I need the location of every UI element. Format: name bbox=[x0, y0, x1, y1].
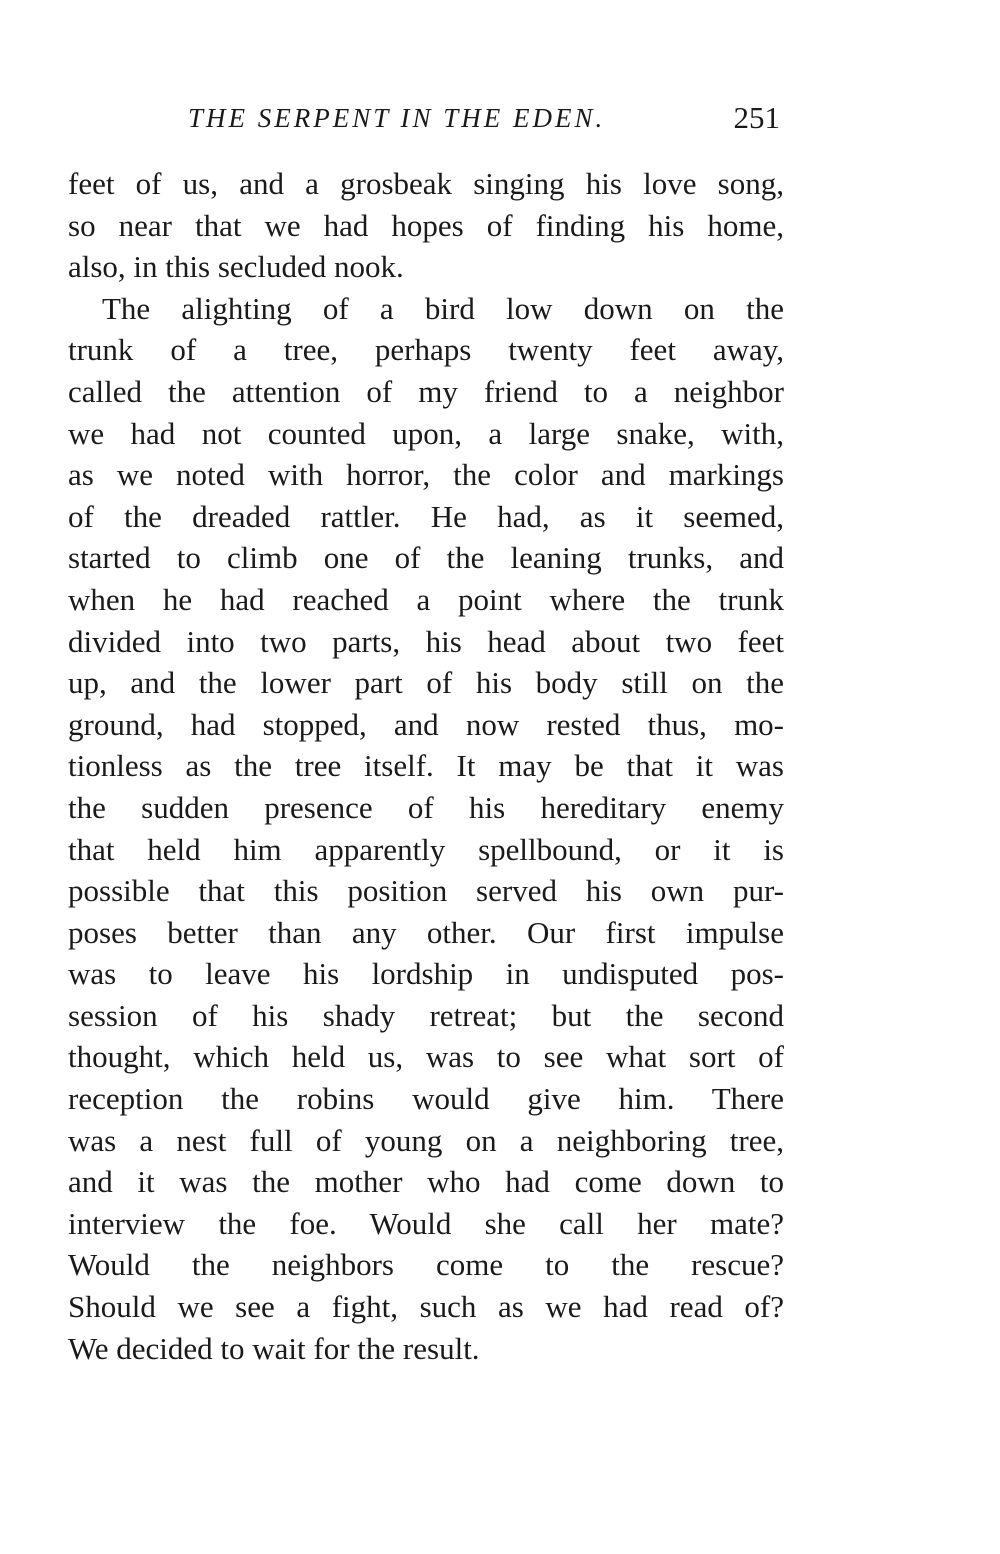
paragraph-first-line: The alighting of a bird low down on the bbox=[102, 290, 784, 326]
text-line: Should we see a fight, such as we had read of? bbox=[68, 1289, 784, 1325]
text-line: tionless as the tree itself. It may be that it was bbox=[68, 748, 784, 784]
body-text bbox=[68, 163, 784, 1369]
text-line: started to climb one of the leaning trunks, and bbox=[68, 540, 784, 576]
text-line: trunk of a tree, perhaps twenty feet away, bbox=[68, 332, 784, 368]
text-line: so near that we had hopes of finding his home, bbox=[68, 207, 784, 243]
text-line: interview the foe. Would she call her mate? bbox=[68, 1205, 784, 1241]
text-line: thought, which held us, was to see what sort of bbox=[68, 1039, 784, 1075]
text-line: poses better than any other. Our first impulse bbox=[68, 914, 784, 950]
text-line: reception the robins would give him. There bbox=[68, 1081, 784, 1117]
text-line: divided into two parts, his head about two feet bbox=[68, 623, 784, 659]
running-title: THE SERPENT IN THE EDEN. bbox=[188, 103, 606, 133]
text-line: Would the neighbors come to the rescue? bbox=[68, 1247, 784, 1283]
text-line: ground, had stopped, and now rested thus, mo- bbox=[68, 706, 784, 742]
text-line: as we noted with horror, the color and markings bbox=[68, 457, 784, 493]
text-line: when he had reached a point where the trunk bbox=[68, 581, 784, 617]
text-line: was to leave his lordship in undisputed pos- bbox=[68, 956, 784, 992]
text-line: called the attention of my friend to a neighbor bbox=[68, 373, 784, 409]
text-line: also, in this secluded nook. bbox=[68, 249, 404, 285]
text-line: of the dreaded rattler. He had, as it seemed, bbox=[68, 498, 784, 534]
text-line: We decided to wait for the result. bbox=[68, 1330, 480, 1366]
text-line: possible that this position served his own pur- bbox=[68, 873, 784, 909]
text-line: feet of us, and a grosbeak singing his love song, bbox=[68, 166, 784, 201]
text-line: the sudden presence of his hereditary enemy bbox=[68, 789, 784, 825]
text-line: session of his shady retreat; but the second bbox=[68, 997, 784, 1033]
text-line: we had not counted upon, a large snake, with, bbox=[68, 415, 784, 451]
text-line: was a nest full of young on a neighboring tree, bbox=[68, 1122, 784, 1158]
text-line: that held him apparently spellbound, or it is bbox=[68, 831, 784, 867]
running-head bbox=[140, 96, 780, 140]
text-line: and it was the mother who had come down to bbox=[68, 1164, 784, 1200]
text-line: up, and the lower part of his body still on the bbox=[68, 665, 784, 701]
page-number: 251 bbox=[733, 100, 780, 135]
